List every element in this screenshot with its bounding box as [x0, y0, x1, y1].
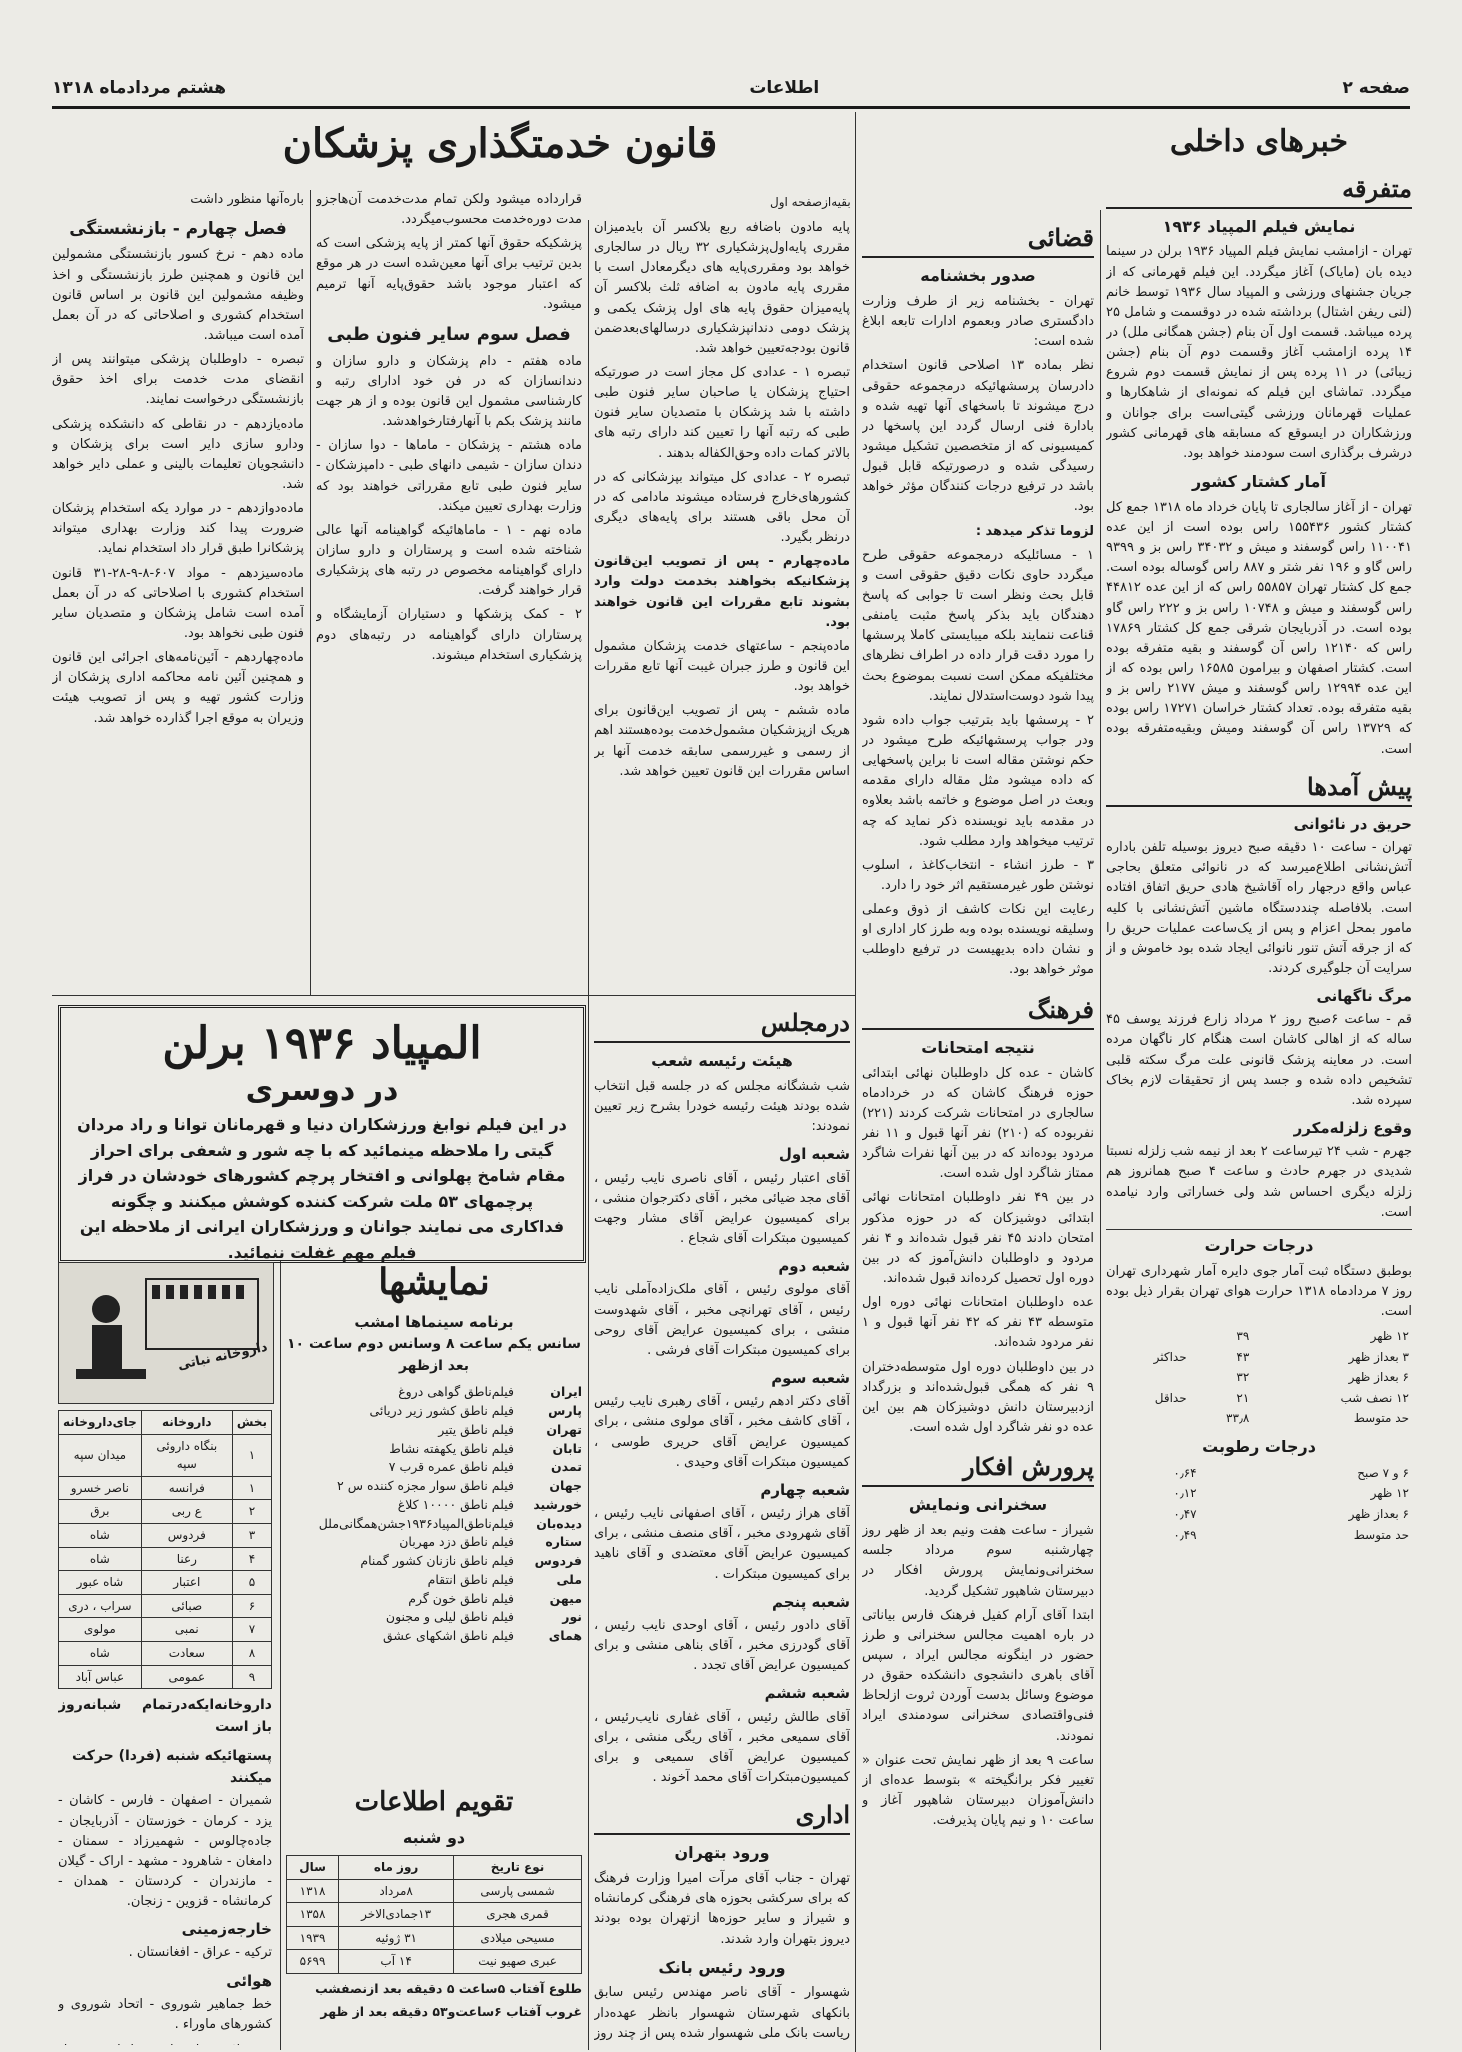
admin-body-0: تهران - جناب آقای مرآت امیرا وزارت فرهنگ که برای سرکشی بحوزه های فرهنگی کرمانشاه و شیراز و سایر حوزه‌ها ازتهران بوده بودند دیروز بتهران وارد شدند.	[594, 1871, 850, 1947]
cinema-row	[286, 1515, 582, 1534]
pharmacy-cell: مولوی	[59, 1618, 142, 1642]
cinema-row	[286, 1440, 582, 1459]
cinema-name: میهن	[549, 1590, 582, 1606]
incident-body-1: قم - ساعت ۶صبح روز ۲ مرداد زارع فرزند یوسف ۴۵ ساله که از اهالی کاشان است هنگام کار ناگهان مرده است. در معاینه پزشک قانونی علت مرگ سکته قلبی تشخیص داده شده و جسد پس از تحقیقات لازم بخاک سپرده شد.	[1106, 1012, 1412, 1108]
pharmacy-cell: شاه	[59, 1547, 142, 1571]
temperature-extra	[1106, 1367, 1190, 1388]
pharmacy-table	[58, 1410, 272, 1689]
temperature-label: حد متوسط	[1353, 1411, 1409, 1426]
temperature-label: ۳ بعداز ظهر	[1348, 1349, 1409, 1364]
temperature-row	[1106, 1388, 1412, 1409]
cinema-film: فیلم ناطق ۱۰۰۰۰ کلاغ	[397, 1496, 514, 1512]
pharmacy-row	[59, 1594, 272, 1618]
calendar-cell: ۱۳جمادی‌الاخر	[339, 1903, 454, 1927]
temperature-row	[1106, 1367, 1412, 1388]
pharmacy-cell: شاه	[59, 1641, 142, 1665]
branch-text: آقای طالش رئیس ، آقای غفاری نایب‌رئیس ، آقای سمیعی مخبر ، آقای ریگی منشی ، برای کمیسیون عرایض آقای سمیعی‌ و برای کمیسیون‌مبتکرات آقای محمد آخوند .	[594, 1709, 850, 1785]
calendar-header: نوع تاریخ	[454, 1856, 582, 1880]
cinema-film: فیلم ناطق نازنان کشور گمنام	[360, 1553, 514, 1569]
calendar-row	[287, 1950, 582, 1974]
judicial-title: قضائی	[862, 219, 1094, 258]
pharmacy-sign: داروخانه نباتی	[176, 1339, 269, 1374]
law-c-6: ماده‌سیزدهم - مواد ۶۰۷-۸-۹-۲۸-۳۱ قانون استخدام کشوری با اصلاحاتی که در آن بعمل آمده است شامل پزشکان و متصدیان سایر فنون طبی نخواهد بود.	[52, 565, 304, 642]
cinema-film: فیلم‌ناطق‌المپیاد۱۹۳۶جشن‌همگانی‌ملل	[318, 1515, 514, 1531]
pharmacy-cell: سعادت	[141, 1641, 232, 1665]
misc-title: متفرقه	[1106, 170, 1412, 209]
law-continued-label: بقیه‌ازصفحه اول	[770, 195, 851, 209]
pharmacy-header: بخش	[232, 1411, 271, 1435]
temperature-row	[1106, 1408, 1412, 1429]
temperature-label: ۱۲ نصف شب	[1340, 1390, 1409, 1405]
cinema-row	[286, 1496, 582, 1515]
cinema-film: فیلم ناطق انتقام	[427, 1571, 514, 1587]
paper-name: اطلاعات	[749, 78, 820, 98]
temperature-value: ۴۳	[1236, 1349, 1250, 1364]
temperature-table	[1106, 1326, 1412, 1429]
post-text: شمیران - اصفهان - فارس - کاشان - یزد - کرمان - خوزستان - آذربایجان - جاده‌چالوس - شهمیرزاد - سمنان - دامغان - شاهرود - مشهد - اراک - گیلان - مازندران - کردستان - همدان - کرمانشاه - قزوین - زنجان.	[58, 1793, 272, 1910]
law-b-5: ماده نهم - ۱ - ماماهائیکه گواهینامه آنها عالی شناخته شده است و پرستاران و دارو سازان دارای گواهینامه مخصوص در رتبه های پزشکیاری قرار خواهند گرفت.	[316, 522, 582, 599]
cinema-name: نور	[562, 1609, 582, 1625]
humidity-row	[1106, 1483, 1412, 1504]
calendar-row	[287, 1903, 582, 1927]
pharmacy-cell: ۱	[232, 1434, 271, 1476]
law-c-0: باره‌آنها منظور داشت	[190, 192, 304, 207]
cinema-name: پارس	[548, 1403, 582, 1419]
cinema-row	[286, 1533, 582, 1552]
culture-title: فرهنگ	[862, 991, 1094, 1030]
rule-majlis	[588, 995, 589, 2050]
pharmacy-row	[59, 1500, 272, 1524]
calendar-sunrise: طلوع آفتاب ۵ساعت ۵ دقیقه بعد ازنصفشب	[315, 1981, 582, 1997]
pharmacy-cell: فردوس	[141, 1523, 232, 1547]
calendar-cell: ۵۶۹۹	[287, 1950, 339, 1974]
cinema-row	[286, 1571, 582, 1590]
cinema-row	[286, 1402, 582, 1421]
cinema-film: فیلم‌ناطق گواهی دروغ	[398, 1384, 514, 1400]
incident-body-0: تهران - ساعت ۱۰ دقیقه صبح دیروز بوسیله تلفن باداره آتش‌نشانی اطلاع‌میرسد که در نانوائی متعلق بحاجی عباس واقع درجهار راه آقاشیخ هادی حریق اتفاق افتاده است. بلافاصله چنددستگاه ماشین آتش‌نشانی با کلیه مامور بمحل اعزام و پس از یک‌ساعت عملیات حریق را که از جرقه آتش تنور نانوائی ایجاد شده بود خاموش و از سرایت آن جلوگیری کردند.	[1106, 840, 1412, 976]
humidity-value: ۰٫۴۹	[1173, 1527, 1197, 1542]
rule-law-a	[588, 220, 589, 995]
temperature-row	[1106, 1347, 1412, 1368]
misc-item-head-0: نمایش فیلم المپیاد ۱۹۳۶	[1162, 216, 1356, 236]
misc-item-body-1: تهران - از آغاز سالجاری تا پایان خرداد ماه ۱۳۱۸ جمع کل کشتار کشور ۱۵۵۴۳۶ راس بوده است از این عده ۱۱۰۰۴۱ راس گوسفند و میش و ۳۴۰۳۲ راس بز و ۹۳۹۹ راس گاو و ۱۹۶ نفر شتر و ۸۸۷ راس گوساله بوده است. جمع کل کشتار تهران ۵۵۸۵۷ راس که از این عده ۴۴۸۱۲ راس گوسفند و میش و ۱۰۷۴۸ راس بز و ۲۲۲ راس گاو بوده است. در آذربایجان شرقی جمع کل کشتار ۱۷۸۶۹ راس که ۱۲۱۴۰ راس آن گوسفند و بقیه متفرقه بوده است. کشتار اصفهان و بیرامون ۱۶۵۸۵ راس بوده که از این عده ۱۲۹۹۴ راس گوسفند و میش ۲۱۷۷ راس بز و بقیه متفرقه بوده. تعداد کشتار خراسان ۱۷۲۷۱ راس بوده که ۱۳۷۲۹ راس آن گوسفند ومیش وبقیه‌متفرقه بوده است.	[1106, 499, 1412, 757]
masthead	[52, 70, 1410, 109]
olympic-ad-title: المپیاد ۱۹۳۶ برلن	[162, 1018, 482, 1069]
incident-head-2: وقوع زلزله‌مکرر	[1293, 1119, 1412, 1138]
incident-head-1: مرگ ناگهانی	[1316, 987, 1412, 1006]
humidity-value: ۰٫۶۴	[1173, 1465, 1197, 1480]
cinema-name: تهران	[546, 1421, 582, 1437]
calendar-cell: ۱۳۵۸	[287, 1903, 339, 1927]
humidity-table	[1106, 1463, 1412, 1545]
domestic-column	[1106, 115, 1412, 2045]
humidity-label: حد متوسط	[1353, 1527, 1409, 1542]
pharmacy-cell: صبائی	[141, 1594, 232, 1618]
calendar-cell: ۱۳۱۸	[287, 1879, 339, 1903]
temperature-value: ۳۹	[1236, 1329, 1250, 1344]
judicial-para-4: ۲ - پرسشها باید بترتیب جواب داده شود ودر جواب پرسشهائیکه طرح میشود در حکم نوشتن مقاله است نا براین پاسخهایی که داده میشود مثل مقاله دارای مقدمه وبعث در اصل موضوع و خاتمه باشد بعلاوه در مقدمه باید نویسنده ذکر نماید که چه ترتیب میخواهد وارد مطلب شود.	[862, 712, 1094, 849]
law-b-3: ماده هفتم - دام پزشکان و دارو سازان و دندانسازان که در فن خود ادارای رتبه و کارشناسی مشمول این قانون بوده و از هر جهت مانند پزشک بکم با آنهارفتارخواهدشد.	[316, 353, 582, 430]
rule-law-b	[310, 190, 311, 995]
branch-name: شعبه پنجم	[772, 1592, 850, 1611]
judicial-para-0: تهران - بخشنامه زیر از طرف وزارت دادگستری صادر وبعموم ادارات تابعه ابلاغ شده است:	[862, 293, 1094, 350]
law-c-1: فصل چهارم - بازنشستگی	[69, 219, 287, 240]
branch-name: شعبه چهارم	[760, 1480, 850, 1499]
pharmacy-cell: عباس آباد	[59, 1665, 142, 1689]
olympic-film-ad	[58, 1005, 586, 1263]
cinema-name: ستاره	[545, 1534, 582, 1550]
pharmacy-illustration	[58, 1262, 274, 1404]
majlis-title: درمجلس	[594, 1004, 850, 1043]
upbringing-head: سخنرانی ونمایش	[908, 1495, 1048, 1515]
upbringing-title: پرورش افکار	[862, 1448, 1094, 1487]
calendar-cell: ۱۴ آب	[339, 1950, 454, 1974]
pharmacy-cell: رعنا	[141, 1547, 232, 1571]
judicial-head: صدور بخشنامه	[920, 266, 1036, 286]
cinemas-program: برنامه سینماها امشب	[354, 1312, 514, 1331]
humidity-value: ۰٫۱۲	[1173, 1486, 1197, 1501]
calendar-cell: ۱۹۳۹	[287, 1926, 339, 1950]
judicial-para-3: ۱ - مسائلیکه درمجموعه حقوقی طرح میگردد حاوی نکات دقیق حقوقی است و قابل بحث ونظر است تا جوابی که پاسخ دهندگان باید بذکر پاسخ مثبت یامنفی قناعت ننمایند بلکه میبایستی کاملا پرسشها را مورد دقت قرار داده در اطراف نظرهای مختلفیکه ممکن است نسبت بموضوع بحث پیدا شود دوست‌استدلال نمایند.	[862, 547, 1094, 704]
issue-date: هشتم مردادماه ۱۳۱۸	[52, 78, 227, 98]
temperature-value: ۳۳٫۸	[1226, 1411, 1250, 1426]
calendar-sunset: غروب آفتاب ۶ساعت‌و۵۳ دقیقه بعد از ظهر	[320, 2004, 582, 2020]
pharmacy-cell: سراب ، دری	[59, 1594, 142, 1618]
cinema-name: جهان	[549, 1478, 582, 1494]
judicial-para-2: لزوما تذکر میدهد :	[975, 523, 1094, 539]
branch-text: آقای دکتر ادهم رئیس ، آقای رهبری نایب رئیس ، آقای کاشف مخبر ، آقای مولوی منشی ، برای کمیسیون عرایض آقای حریری طوسی ، کمیسیون مبتکرات آقای وحیدی .	[594, 1394, 850, 1470]
calendar-cell: عبری صهیو نیت	[454, 1950, 582, 1974]
upbringing-para-0: شیراز - ساعت هفت ونیم بعد از ظهر روز چهارشنبه سوم مرداد جلسه سخنرانی‌ونمایش پرورش افکار در دبیرستان شاهپور تشکیل گردید.	[862, 1523, 1094, 1599]
rule-law-bottom	[52, 995, 855, 996]
admin-head-0: ورود بتهران	[674, 1843, 770, 1863]
pharmacy-cell: برق	[59, 1500, 142, 1524]
post-air-title: هوائی	[226, 1971, 272, 1990]
pharmacy-cell: شاه	[59, 1523, 142, 1547]
pharmacy-header: جای‌داروخانه	[59, 1411, 142, 1435]
humidity-row	[1106, 1525, 1412, 1546]
cinema-name: همای	[548, 1628, 582, 1644]
weather-note: بوطبق دستگاه ثبت آمار جوی دایره آمار شهرداری تهران روز ۷ مردادماه ۱۳۱۸ حرارت هوای تهران بقرار ذیل بوده است.	[1106, 1263, 1412, 1319]
cinemas-section	[286, 1255, 582, 1775]
pharmacy-cell: ۳	[232, 1523, 271, 1547]
law-a-5: ماده ششم - پس از تصویب این‌قانون برای هریک ازپزشکیان مشمول‌خدمت بوده‌هستند اهم از رسمی و غیررسمی سابقه خدمت آنها بر اساس مقررات این قانون تعیین خواهد شد.	[594, 703, 850, 779]
branch-name: شعبه ششم	[764, 1684, 850, 1703]
majlis-intro: شب ششگانه مجلس که در جلسه قبل انتخاب شده بودند هیئت رئیسه خودرا بشرح زیر تعیین نمودند:	[594, 1078, 850, 1135]
pharmacy-cell: ع ربی	[141, 1500, 232, 1524]
cinema-film: فیلم ناطق یکهفته نشاط	[389, 1440, 514, 1456]
cinema-row	[286, 1590, 582, 1609]
olympic-ad-subtitle: در دوسری	[245, 1073, 399, 1108]
humidity-label: ۶ و ۷ صبح	[1357, 1465, 1409, 1480]
pharmacist-drawing-icon	[66, 1269, 269, 1397]
pharmacy-section	[58, 1410, 272, 1740]
pharmacy-cell: بنگاه داروئی سپه	[141, 1434, 232, 1476]
pharmacy-cell: ۷	[232, 1618, 271, 1642]
parcel-text	[58, 2041, 272, 2045]
temperature-extra	[1106, 1408, 1190, 1429]
calendar-header: روز ماه	[339, 1856, 454, 1880]
law-column-b	[316, 190, 582, 990]
incident-head-0: حریق در نائوانی	[1293, 814, 1412, 833]
humidity-label: ۶ بعداز ظهر	[1348, 1507, 1409, 1522]
law-b-2: فصل سوم سایر فنون طبی	[327, 323, 571, 345]
pharmacy-cell: ۸	[232, 1641, 271, 1665]
humidity-row	[1106, 1504, 1412, 1525]
culture-para-0: کاشان - عده کل داوطلبان نهائی ابتدائی حوزه فرهنگ کاشان که در خردادماه سالجاری در امتحانات شرکت کردند (۲۲۱) نفربوده که (۲۱۰) نفر آنها قبول و ۱۱ نفر مردود بوده‌اند که در بین آنها نفرات شاگرد ممتاز شاگرد اول شده است.	[862, 1065, 1094, 1182]
branch-text: آقای هراز رئیس ، آقای اصفهانی نایب رئیس ، آقای شهرودی مخبر ، آقای منصف منشی ، برای کمیسیون عرایض آقای معتضدی و آقای ناهید برای کمیسیون مبتکرات .	[594, 1506, 850, 1582]
pharmacy-cell: ناصر خسرو	[59, 1476, 142, 1500]
calendar-row	[287, 1926, 582, 1950]
page-number: صفحه ۲	[1342, 78, 1410, 98]
cinemas-title: نمایشها	[378, 1261, 490, 1303]
calendar-title: تقویم اطلاعات	[354, 1787, 514, 1817]
majlis-branches	[594, 1143, 850, 1788]
cinema-name: خورشید	[533, 1496, 582, 1512]
pharmacy-cell: شاه عبور	[59, 1571, 142, 1595]
pharmacy-cell: ۴	[232, 1547, 271, 1571]
law-c-3: تبصره - داوطلبان پزشکی میتوانند پس از انقضای مدت خدمت برای اخذ حقوق بازنشستگی درخواست نمایند.	[52, 352, 304, 408]
law-c-7: ماده‌چهاردهم - آئین‌نامه‌های اجرائی این قانون و همچنین آئین نامه محاکمه اداری پزشکان از وزارت کشور تهیه و پس از تصویب هیئت وزیران به موقع اجرا گذارده خواهد شد.	[52, 650, 304, 726]
humidity-title: درجات رطوبت	[1202, 1437, 1316, 1457]
law-a-0: پایه مادون باضافه ربع بلاکسر آن بایدمیزان مقرری پایه‌اول‌پزشکیاری ۳۲ ریال در سالجاری خواهد بود ومقرری‌پایه های دیگرمعادل است با مقرری پایه مادون به اضافه ثلث بلاکسر آن پایه‌میزان حقوق پایه های اول پزشک یکمی و پزشک دومی دندانپزشکیاری درسالهای‌بعدضمن قانون بودجه‌تعیین خواهد شد.	[594, 220, 850, 356]
pharmacy-footer: داروخانه‌ایکه‌درتمام شبانه‌روز باز است	[58, 1697, 272, 1735]
pharmacy-row	[59, 1665, 272, 1689]
culture-head: نتیجه امتحانات	[921, 1037, 1035, 1057]
cinema-film: فیلم ناطق یتیر	[438, 1421, 514, 1437]
pharmacy-cell: ۹	[232, 1665, 271, 1689]
cinema-row	[286, 1458, 582, 1477]
cinema-row	[286, 1421, 582, 1440]
law-column-a	[594, 218, 850, 990]
admin-title: اداری	[594, 1796, 850, 1835]
admin-head-1: ورود رئیس بانک	[658, 1957, 786, 1977]
misc-item-body-0: تهران - ازامشب نمایش فیلم المپیاد ۱۹۳۶ برلن در سینما دیده بان (مایاک) آغاز میگردد. این فیلم قهرمانی که از جریان جشنهای ورزشی و المپیاد سال ۱۹۳۶ توسط خانم (لنی ریفن اشتال) برداشته شده در دوقسمت و شامل ۲۵ پرده میباشد. قسمت اول آن بنام (جشن همگانی ملل) در ۱۴ پرده ازامشب آغاز وقسمت دوم آن بنام (جشن زیبائی) در ۱۱ پرده پس از نمایش قسمت دوم شروع میگردد. تماشای این فیلم که نمونه‌ای از شاهکارها و عملیات قهرمانان ورزشی گیتی‌است برای جوانان و ورزشکاران در ایسوقع که مسابقه های قهرمانی کشور درشرف برگذاری است سودمند خواهد بود.	[1106, 244, 1412, 461]
cinema-name: ایران	[550, 1384, 582, 1400]
calendar-cell: ۳۱ ژوئیه	[339, 1926, 454, 1950]
calendar-cell: شمسی پارسی	[454, 1879, 582, 1903]
branch-name: شعبه سوم	[771, 1369, 850, 1388]
calendar-table	[286, 1855, 582, 1974]
pharmacy-cell: ۱	[232, 1476, 271, 1500]
cinema-name: دیده‌بان	[536, 1515, 582, 1531]
branch-text: آقای مولوی رئیس ، آقای ملک‌زاده‌آملی نایب رئیس ، آقای تهرانچی مخبر ، آقای شهدوست منشی ، برای کمیسیون عرایض آقای روحی برای کمیسیون مبتکرات آقای فرشی .	[594, 1282, 850, 1358]
calendar-row	[287, 1879, 582, 1903]
pharmacy-cell: فرانسه	[141, 1476, 232, 1500]
weather-title: درجات حرارت	[1106, 1229, 1412, 1259]
humidity-value: ۰٫۴۷	[1173, 1507, 1197, 1522]
incidents-title: پیش آمدها	[1106, 768, 1412, 807]
law-b-1: پزشکیکه حقوق آنها کمتر از پایه پزشکی است که بدین ترتیب برای آنها معین‌شده است در هر موقع که اعتبار موجود باشد حقوق‌پایه آنها ترمیم میشود.	[316, 236, 582, 312]
pharmacy-cell: ۶	[232, 1594, 271, 1618]
cinema-film: فیلم ناطق اشکهای عشق	[382, 1628, 514, 1644]
majlis-column	[594, 1000, 850, 2045]
judicial-para-5: ۳ - طرز انشاء - انتخاب‌کاغذ ، اسلوب نوشتن طور غیرمستقیم اثر خود را دارد.	[862, 857, 1094, 893]
cinema-row	[286, 1608, 582, 1627]
branch-name: شعبه دوم	[778, 1257, 850, 1276]
rule-cinema	[280, 1260, 281, 2050]
branch-text: آقای اعتبار رئیس ، آقای ناصری نایب رئیس ، آقای مجد ضیائی مخبر ، آقای دکترجوان منشی ، برای کمیسیون عرایض آقای مشار وجهت کمیسیون مبتکرات آقای شجاع .	[594, 1170, 850, 1247]
incident-body-2: جهرم - شب ۲۴ تیرساعت ۲ بعد از نیمه شب زلزله نسبتا شدیدی در جهرم حادث و ساعت ۴ صبح همانروز هم زلزله دیگری احساس شد ولی خساراتی وارد نیامده است.	[1106, 1144, 1412, 1220]
law-c-2: ماده دهم - نرخ کسور بازنشستگی مشمولین این قانون و همچنین طرز بازنشستگی و اخذ وظیفه مشمولین این قانون بر اساس قانون استخدام کشوری و اصلاحاتی که در آن بعمل آمده است میباشد.	[52, 247, 304, 344]
cinema-film: فیلم ناطق سوار مجزه کننده س ۲	[337, 1478, 514, 1494]
temperature-label: ۶ بعداز ظهر	[1348, 1370, 1409, 1385]
calendar-cell: مسیحی میلادی	[454, 1926, 582, 1950]
law-b-4: ماده هشتم - پزشکان - ماماها - دوا سازان - دندان سازان - شیمی دانهای طبی - دامپزشکان - سایر فنون طبی تابع مقرراتی خواهند بود که وزارت بهداری تعیین میکند.	[316, 438, 582, 514]
pharmacy-cell: عمومی	[141, 1665, 232, 1689]
cinema-name: ملی	[556, 1571, 582, 1587]
pharmacy-row	[59, 1618, 272, 1642]
law-c-4: ماده‌یازدهم - در نقاطی که دانشکده پزشکی ودارو سازی دایر است برای پزشکان و دانشجویان تعلیمات بالینی و عملی دایر خواهد شد.	[52, 416, 304, 493]
cinema-film: فیلم ناطق لیلی و مجنون	[385, 1609, 514, 1625]
pharmacy-cell: میدان سپه	[59, 1434, 142, 1476]
law-a-2: تبصره ۲ - عدادی کل میتواند بپزشکانی که در کشورهای‌خارج فرستاده میشوند مادامی که در آن محل باقی هستند برای پایه‌های دیگری درنظر بگیرد.	[594, 469, 850, 546]
majlis-head: هیئت رئیسه شعب	[651, 1051, 793, 1071]
cinemas-sessions: سانس یکم ساعت ۸ وسانس دوم ساعت ۱۰ بعد ازظهر	[287, 1336, 581, 1374]
cinema-row	[286, 1627, 582, 1646]
temperature-label: ۱۲ ظهر	[1370, 1329, 1409, 1344]
cinema-list	[286, 1383, 582, 1646]
calendar-cell: قمری هجری	[454, 1903, 582, 1927]
law-a-1: تبصره ۱ - عدادی کل مجاز است در صورتیکه احتیاج پزشکان یا صاحبان سایر فنون طبی داشته با شد پزشکان با متصدیان سایر فنون طبی که رتبه آنها را تعیین کند دارای رتبه های بالاتر کمات داده وحق‌الکفاله بدهند .	[594, 364, 850, 461]
judicial-para-1: نظر بماده ۱۳ اصلاحی قانون استخدام دادرسان پرسشهائیکه درمجموعه حقوقی درج میشوند تا باسخهای آنها تهیه شده و بادارة فنی ارسال گردد این پاسخها در کمیسیونی که از متخصصین تشکیل میشود رسیدگی شده و درصورتیکه قابل قبول باشد در ترفیع درجات کنندگان مؤثر خواهد بود.	[862, 358, 1094, 515]
pharmacy-header: داروخانه	[141, 1411, 232, 1435]
law-b-6: ۲ - کمک پزشکها و دستیاران آزمایشگاه و پرستاران دارای گواهینامه در رتبه‌های دوم پزشکیاری استخدام میشوند.	[316, 607, 582, 663]
pharmacy-row	[59, 1476, 272, 1500]
pharmacy-cell: نمبی	[141, 1618, 232, 1642]
law-a-3: ماده‌چهارم - پس از تصویب این‌قانون پزشکانیکه بخواهند بخدمت دولت وارد بشوند تابع مقررات این قانون خواهند بود.	[594, 554, 850, 630]
cinema-row	[286, 1477, 582, 1496]
humidity-row	[1106, 1463, 1412, 1484]
cinema-name: تابان	[552, 1440, 582, 1456]
post-foreign-text: ترکیه - عراق - افغانستان .	[128, 1945, 272, 1961]
rule-domestic	[855, 112, 856, 2052]
post-foreign-title: خارجه‌زمینی	[181, 1920, 272, 1939]
law-b-0: قرارداده میشود ولکن تمام مدت‌خدمت آن‌ها‌جزو مدت دوره‌خدمت محسوب‌میگردد.	[316, 192, 582, 228]
culture-para-1: در بین ۴۹ نفر داوطلبان امتحانات نهائی ابتدائی دوشیزکان که در حوزه مذکور امتحان دادند ۴۵ نفر قبول شده‌اند و ۴ نفر مردود و داوطلبان دانش‌آموز که در بین دوره اول تحصیل کرده‌اند قبول شده‌اند.	[862, 1190, 1094, 1287]
temperature-row	[1106, 1326, 1412, 1347]
temperature-extra	[1106, 1326, 1190, 1347]
pharmacy-row	[59, 1571, 272, 1595]
post-section	[58, 1740, 272, 2045]
pharmacy-cell: اعتبار	[141, 1571, 232, 1595]
calendar-header: سال	[287, 1856, 339, 1880]
culture-para-3: در بین داوطلبان دوره اول متوسطه‌دختران ۹ نفر که همگی قبول‌شده‌اند و بزرگداد ازدبیرستان دانش دوشیزکان هم بین این عده دو نفر شاگرد اول شده است.	[862, 1359, 1094, 1435]
cinema-name: تمدن	[551, 1459, 582, 1475]
law-c-5: ماده‌دوازدهم - در موارد یکه استخدام پزشکان ضرورت پیدا کند وزارت بهداری میتواند پزشکانرا طبق قرار داد استخدام نماید.	[52, 501, 304, 557]
cinema-film: فیلم ناطق کشور زیر دریائی	[369, 1403, 514, 1419]
pharmacy-row	[59, 1641, 272, 1665]
temperature-value: ۲۱	[1236, 1390, 1250, 1405]
culture-para-2: عده داوطلبان امتحانات نهائی دوره اول متوسطه ۴۳ نفر که ۴۲ نفر آنها قبول و ۱ نفر مردود شده‌اند.	[862, 1295, 1094, 1351]
law-a-4: ماده‌پنجم - ساعتهای خدمت پزشکان مشمول این قانون و طرز جبران غیبت آنها تابع مقررات خواهد بود.	[594, 638, 850, 695]
domestic-title: خبرهای داخلی	[1169, 124, 1349, 159]
rule-misc	[1100, 210, 1101, 2050]
upbringing-para-1: ابتدا آقای آرام کفیل فرهنک فارس بیاناتی در باره اهمیت مجالس سخنرانی و طرز حضور در اینگونه مجالس ایراد ، سپس آقای باهری دانشجوی دانشکده حقوق در موضوع وسائل بدست آوردن ثروت ازلحاظ فنی‌واقتصادی سخنرانی سودمندی ایراد نمودند.	[862, 1607, 1094, 1744]
cinema-row	[286, 1383, 582, 1402]
pharmacy-cell: ۵	[232, 1571, 271, 1595]
post-title: پستهائیکه شنبه (فردا) حرکت میکنند	[71, 1748, 272, 1786]
cinema-film: فیلم ناطق خون گرم	[408, 1590, 514, 1606]
olympic-ad-text: در این فیلم نوابغ ورزشکاران دنیا و قهرمانان توانا و راد مردان گیتی را ملاحظه مینمائید که با چه شور و شعفی برای احراز مقام شامخ پهلوانی و افتخار پرچم کشورهای خودشان در فراز پرچمهای ۵۳ ملت شرکت کننده کوشش میکنند و چگونه فداکاری می نمایند جوانان و ورزشکاران ایرانی از ملاحظه این فیلم مهم غفلت ننمائید.	[77, 1115, 567, 1262]
pharmacy-row	[59, 1523, 272, 1547]
branch-name: شعبه اول	[778, 1145, 850, 1164]
pharmacy-row	[59, 1434, 272, 1476]
law-column-c	[52, 190, 304, 990]
pharmacy-cell: ۲	[232, 1500, 271, 1524]
temperature-extra: حداقل	[1154, 1390, 1187, 1405]
misc-item-head-1: آمار کشتار کشور	[1192, 472, 1326, 492]
cinema-name: فردوس	[534, 1553, 582, 1569]
calendar-section	[286, 1778, 582, 2043]
temperature-value: ۳۲	[1236, 1370, 1250, 1385]
temperature-extra: حداکثر	[1153, 1349, 1187, 1364]
humidity-label: ۱۲ ظهر	[1370, 1486, 1409, 1501]
post-air-text: خط جماهیر شوروی - اتحاد شوروی و کشورهای ماوراء .	[58, 1996, 272, 2032]
judicial-para-6: رعایت این نکات کاشف از ذوق وعملی وسلیقه نویسنده بوده وبه طرز کار اداری او و نشان داده بدیهیست در ترفیع داوطلب موثر خواهد بود.	[862, 902, 1094, 978]
cinema-film: فیلم ناطق دزد مهربان	[399, 1534, 514, 1550]
branch-text: آقای دادور رئیس ، آقای اوحدی نایب رئیس ، آقای گودرزی مخبر ، آقای بناهی منشی و برای کمیسیون عرایض آقای تجدد .	[594, 1617, 850, 1674]
upbringing-para-2: ساعت ۹ بعد از ظهر نمایش تحت عنوان « تغییر فکر برانگیخته » بتوسط عده‌ای از دانش‌آموزان دبیرستان شاهپور آغاز و ساعت ۱۰ و نیم پایان پذیرفت.	[862, 1752, 1094, 1829]
law-title: قانون خدمتگذاری پزشکان	[282, 120, 718, 167]
admin-body-1: شهسوار - آقای ناصر مهندس رئیس سابق بانکهای شهرستان شهسوار بانظر عهده‌دار ریاست بانک ملی شهسوار شده پس از چند روز	[594, 1985, 850, 2041]
calendar-day: دو شنبه	[402, 1828, 466, 1848]
calendar-cell: ۸مرداد	[339, 1879, 454, 1903]
judicial-column	[862, 215, 1094, 2045]
cinema-film: فیلم ناطق عمره قرب ۷	[388, 1459, 514, 1475]
pharmacy-row	[59, 1547, 272, 1571]
cinema-row	[286, 1552, 582, 1571]
